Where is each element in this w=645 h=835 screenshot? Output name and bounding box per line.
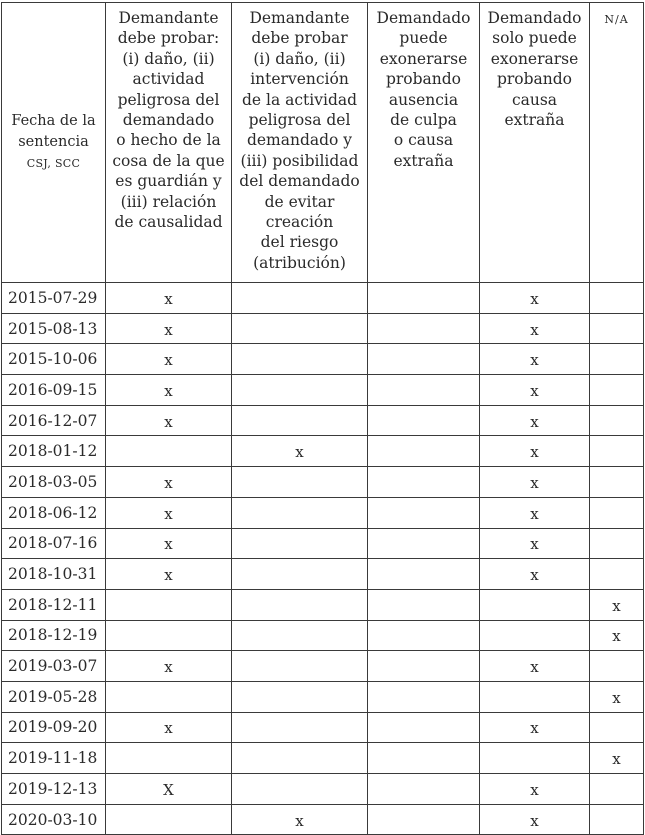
- mark-cell: [480, 559, 590, 590]
- header-line: extraña: [393, 151, 454, 170]
- header-date: [2, 3, 106, 283]
- header-line: Demandado: [487, 9, 582, 27]
- mark-cell: [590, 804, 644, 835]
- mark-cell: [232, 743, 368, 774]
- mark-cell: [232, 589, 368, 620]
- mark-cell: [106, 405, 232, 436]
- mark: x: [530, 412, 539, 431]
- date-cell: 2019-05-28: [2, 681, 106, 712]
- mark-cell: [232, 436, 368, 467]
- mark-cell: [232, 313, 368, 344]
- table-row: [2, 405, 644, 436]
- mark-cell: [590, 774, 644, 805]
- mark: x: [530, 504, 539, 523]
- mark-cell: [368, 344, 480, 375]
- mark: x: [612, 688, 621, 707]
- mark-cell: [368, 681, 480, 712]
- header-line: actividad: [132, 70, 205, 89]
- mark-cell: [232, 712, 368, 743]
- header-line: (atribución): [253, 253, 346, 272]
- mark-cell: [368, 528, 480, 559]
- mark-cell: [232, 344, 368, 375]
- mark-cell: [590, 405, 644, 436]
- mark-cell: [368, 375, 480, 406]
- mark: x: [530, 719, 539, 738]
- mark-cell: [368, 620, 480, 651]
- date-cell: 2015-10-06: [2, 344, 106, 375]
- mark: x: [164, 351, 173, 370]
- header-line: de culpa: [390, 111, 457, 130]
- mark-cell: [106, 743, 232, 774]
- header-line: o hecho de la: [116, 131, 221, 150]
- table-row: [2, 804, 644, 835]
- table-row: [2, 283, 644, 314]
- header-date-caps: CSJ, SCC: [26, 157, 81, 170]
- header-line: del demandado: [239, 172, 360, 191]
- date-cell: 2018-01-12: [2, 436, 106, 467]
- date-cell: 2015-08-13: [2, 313, 106, 344]
- mark-cell: [106, 283, 232, 314]
- header-line: peligrosa del: [117, 90, 220, 109]
- header-line: (i) daño, (ii): [122, 49, 215, 68]
- judgments-table: [1, 2, 644, 835]
- header-line: debe probar: [251, 29, 348, 48]
- mark-cell: [368, 559, 480, 590]
- mark: x: [530, 535, 539, 554]
- date-cell: 2020-03-10: [2, 804, 106, 835]
- mark-cell: [590, 528, 644, 559]
- table-row: [2, 681, 644, 712]
- mark-cell: [232, 559, 368, 590]
- header-line: exonerarse: [490, 49, 579, 68]
- mark: x: [164, 412, 173, 431]
- mark-cell: [106, 375, 232, 406]
- mark-cell: [106, 651, 232, 682]
- header-line: (iii) relación: [120, 192, 217, 211]
- header-line: intervención: [250, 70, 349, 89]
- date-cell: 2018-12-11: [2, 589, 106, 620]
- mark: x: [164, 504, 173, 523]
- mark-cell: [590, 620, 644, 651]
- mark-cell: [480, 743, 590, 774]
- table-row: [2, 774, 644, 805]
- header-date-line: sentencia: [18, 134, 89, 150]
- mark: x: [530, 780, 539, 799]
- mark-cell: [590, 436, 644, 467]
- mark-cell: [106, 804, 232, 835]
- mark: x: [530, 658, 539, 677]
- header-line: creación: [265, 213, 334, 232]
- mark-cell: [368, 467, 480, 498]
- mark-cell: [106, 313, 232, 344]
- judgments-table-container: [1, 2, 644, 835]
- date-cell: 2016-09-15: [2, 375, 106, 406]
- date-cell: 2015-07-29: [2, 283, 106, 314]
- header-line: (i) daño, (ii): [253, 49, 346, 68]
- mark-cell: [106, 620, 232, 651]
- mark-cell: [368, 774, 480, 805]
- date-cell: 2016-12-07: [2, 405, 106, 436]
- mark-cell: [106, 589, 232, 620]
- mark-cell: [106, 497, 232, 528]
- header-line: exonerarse: [379, 49, 468, 68]
- date-cell: 2018-07-16: [2, 528, 106, 559]
- header-line: de evitar: [264, 192, 335, 211]
- header-line: probando: [385, 70, 462, 89]
- date-cell: 2019-11-18: [2, 743, 106, 774]
- mark-cell: [106, 681, 232, 712]
- mark-cell: [480, 804, 590, 835]
- mark-cell: [232, 804, 368, 835]
- mark: x: [612, 750, 621, 769]
- mark-cell: [368, 712, 480, 743]
- mark-cell: [232, 467, 368, 498]
- mark: x: [530, 811, 539, 830]
- mark-cell: [590, 313, 644, 344]
- mark: x: [164, 320, 173, 339]
- mark-cell: [480, 375, 590, 406]
- date-cell: 2018-10-31: [2, 559, 106, 590]
- mark-cell: [480, 283, 590, 314]
- header-line: del riesgo: [260, 233, 339, 252]
- table-row: [2, 497, 644, 528]
- mark-cell: [368, 283, 480, 314]
- mark-cell: [590, 375, 644, 406]
- table-row: [2, 436, 644, 467]
- mark: x: [164, 535, 173, 554]
- mark-cell: [368, 436, 480, 467]
- table-row: [2, 589, 644, 620]
- date-cell: 2019-12-13: [2, 774, 106, 805]
- mark: x: [530, 381, 539, 400]
- date-cell: 2018-12-19: [2, 620, 106, 651]
- table-row: [2, 743, 644, 774]
- header-line: solo puede: [492, 29, 577, 48]
- mark-cell: [480, 528, 590, 559]
- mark-cell: [232, 528, 368, 559]
- table-row: [2, 375, 644, 406]
- table-row: [2, 651, 644, 682]
- table-row: [2, 467, 644, 498]
- header-line: Demandante: [118, 9, 219, 27]
- header-na: N/A: [590, 3, 644, 283]
- mark: x: [612, 627, 621, 646]
- mark-cell: [480, 405, 590, 436]
- mark-cell: [590, 344, 644, 375]
- mark: x: [295, 811, 304, 830]
- mark: x: [530, 473, 539, 492]
- mark-cell: [106, 436, 232, 467]
- mark-cell: [232, 283, 368, 314]
- header-row: [2, 3, 644, 283]
- mark-cell: [480, 774, 590, 805]
- mark: x: [164, 658, 173, 677]
- header-line: de causalidad: [114, 213, 223, 232]
- mark: x: [295, 443, 304, 462]
- mark-cell: [480, 681, 590, 712]
- header-col1: [106, 3, 232, 283]
- header-line: o causa: [393, 131, 454, 150]
- mark-cell: [590, 497, 644, 528]
- mark-cell: [106, 712, 232, 743]
- mark-cell: [480, 620, 590, 651]
- mark-cell: [480, 467, 590, 498]
- mark-cell: [232, 405, 368, 436]
- mark-cell: [232, 651, 368, 682]
- header-line: probando: [496, 70, 573, 89]
- mark-cell: [590, 589, 644, 620]
- mark: x: [164, 381, 173, 400]
- table-row: [2, 620, 644, 651]
- header-line: causa: [511, 90, 558, 109]
- mark-cell: [480, 313, 590, 344]
- mark: x: [164, 289, 173, 308]
- mark: x: [164, 473, 173, 492]
- header-col3: [368, 3, 480, 283]
- mark-cell: [480, 589, 590, 620]
- mark-cell: [480, 497, 590, 528]
- mark-cell: [106, 528, 232, 559]
- mark-cell: [590, 467, 644, 498]
- mark-cell: [368, 497, 480, 528]
- mark-cell: [232, 375, 368, 406]
- mark-cell: [480, 436, 590, 467]
- mark-cell: [106, 559, 232, 590]
- table-body: [2, 283, 644, 835]
- header-col2: [232, 3, 368, 283]
- mark-cell: [590, 651, 644, 682]
- date-cell: 2018-06-12: [2, 497, 106, 528]
- header-line: Demandante: [249, 9, 350, 27]
- mark-cell: [232, 497, 368, 528]
- table-row: [2, 712, 644, 743]
- header-line: demandado y: [246, 131, 353, 150]
- header-line: cosa de la que: [112, 151, 225, 170]
- mark-cell: [590, 681, 644, 712]
- mark: x: [530, 320, 539, 339]
- mark-cell: [368, 313, 480, 344]
- mark: x: [530, 289, 539, 308]
- header-col4: [480, 3, 590, 283]
- header-line: Demandado: [376, 9, 471, 27]
- header-col4-lines: [480, 8, 589, 130]
- mark: x: [612, 596, 621, 615]
- table-row: [2, 559, 644, 590]
- header-line: debe probar:: [117, 29, 220, 48]
- header-line: ausencia: [388, 90, 459, 109]
- table-row: [2, 344, 644, 375]
- mark: x: [530, 443, 539, 462]
- date-cell: 2019-03-07: [2, 651, 106, 682]
- mark-cell: [590, 712, 644, 743]
- header-line: extraña: [504, 111, 565, 130]
- header-col2-lines: [232, 8, 367, 273]
- header-line: de la actividad: [241, 90, 358, 109]
- table-row: [2, 313, 644, 344]
- mark-cell: [232, 774, 368, 805]
- header-line: peligrosa del: [248, 111, 351, 130]
- header-col3-lines: [368, 8, 479, 171]
- table-row: [2, 528, 644, 559]
- header-col1-lines: [106, 8, 231, 232]
- mark-cell: [106, 774, 232, 805]
- mark: X: [163, 780, 174, 799]
- mark-cell: [480, 712, 590, 743]
- mark-cell: [368, 405, 480, 436]
- date-cell: 2018-03-05: [2, 467, 106, 498]
- mark: x: [530, 566, 539, 585]
- header-line: es guardián y: [115, 172, 222, 191]
- mark: x: [164, 566, 173, 585]
- mark-cell: [106, 467, 232, 498]
- header-line: demandado: [122, 111, 215, 130]
- mark-cell: [480, 651, 590, 682]
- mark-cell: [590, 283, 644, 314]
- mark: x: [164, 719, 173, 738]
- mark: x: [530, 351, 539, 370]
- mark-cell: [368, 743, 480, 774]
- mark-cell: [106, 344, 232, 375]
- header-line: (iii) posibilidad: [240, 151, 359, 170]
- header-line: puede: [399, 29, 448, 48]
- date-cell: 2019-09-20: [2, 712, 106, 743]
- mark-cell: [590, 559, 644, 590]
- mark-cell: [368, 589, 480, 620]
- mark-cell: [368, 804, 480, 835]
- header-date-line: Fecha de la: [11, 113, 96, 129]
- mark-cell: [232, 620, 368, 651]
- mark-cell: [368, 651, 480, 682]
- mark-cell: [590, 743, 644, 774]
- mark-cell: [232, 681, 368, 712]
- mark-cell: [480, 344, 590, 375]
